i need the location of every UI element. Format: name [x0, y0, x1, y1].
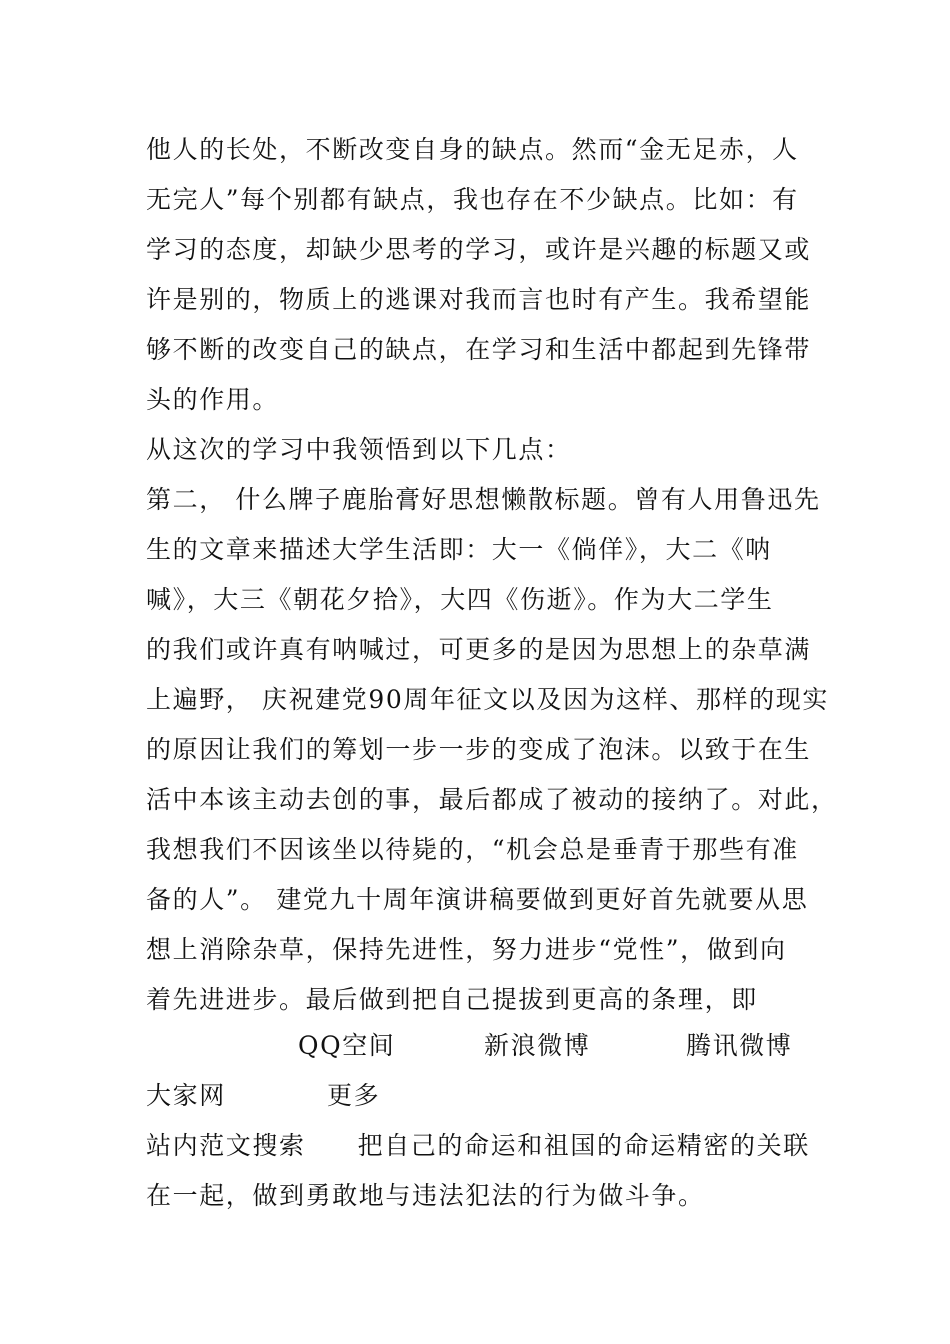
text-line: 着先进进步。最后做到把自己提拔到更高的条理，即	[146, 985, 758, 1014]
text-line: 想上消除杂草，保持先进性，努力进步“党性”，做到向	[146, 935, 787, 964]
share-sina-link[interactable]: 新浪微博	[484, 1031, 591, 1060]
text-line: 在一起，做到勇敢地与违法犯法的行为做斗争。	[146, 1181, 705, 1210]
text-line: 喊》，大三《朝花夕拾》，大四《伤逝》。作为大二学生	[146, 585, 774, 614]
share-more-link[interactable]: 更多	[327, 1081, 381, 1110]
text-line: 从这次的学习中我领悟到以下几点：	[146, 435, 572, 464]
share-qq-link[interactable]: QQ空间	[298, 1031, 396, 1060]
text-line: 他人的长处，不断改变自身的缺点。然而“金无足赤，人	[146, 135, 799, 164]
text-line: 备的人”。 建党九十周年演讲稿要做到更好首先就要从思	[146, 885, 809, 914]
text-line: 够不断的改变自己的缺点，在学习和生活中都起到先锋带	[146, 335, 812, 364]
text-line: 活中本该主动去创的事，最后都成了被动的接纳了。对此，	[146, 785, 838, 814]
text-line: 上遍野， 庆祝建党90周年征文以及因为这样、那样的现实	[146, 685, 829, 714]
text-line: 的原因让我们的筹划一步一步的变成了泡沫。以致于在生	[146, 735, 812, 764]
share-tencent-link[interactable]: 腾讯微博	[686, 1031, 793, 1060]
text-line: 头的作用。	[146, 385, 280, 414]
site-search-label[interactable]: 站内范文搜索	[146, 1131, 306, 1160]
text-line: 我想我们不因该坐以待毙的，“机会总是垂青于那些有准	[146, 835, 799, 864]
closing-text: 把自己的命运和祖国的命运精密的关联	[357, 1131, 810, 1160]
text-line: 生的文章来描述大学生活即：大一《倘佯》，大二《呐	[146, 535, 772, 564]
text-line: 无完人”每个别都有缺点，我也存在不少缺点。比如：有	[146, 185, 799, 214]
text-line: 的我们或许真有呐喊过，可更多的是因为思想上的杂草满	[146, 635, 812, 664]
text-line	[146, 1131, 810, 1161]
text-line: 第二， 什么牌子鹿胎膏好思想懒散标题。曾有人用鲁迅先	[146, 485, 821, 514]
text-line: 学习的态度，却缺少思考的学习，或许是兴趣的标题又或	[146, 235, 812, 264]
share-dajia-link[interactable]: 大家网	[146, 1081, 226, 1110]
text-line: 许是别的，物质上的逃课对我而言也时有产生。我希望能	[146, 285, 812, 314]
